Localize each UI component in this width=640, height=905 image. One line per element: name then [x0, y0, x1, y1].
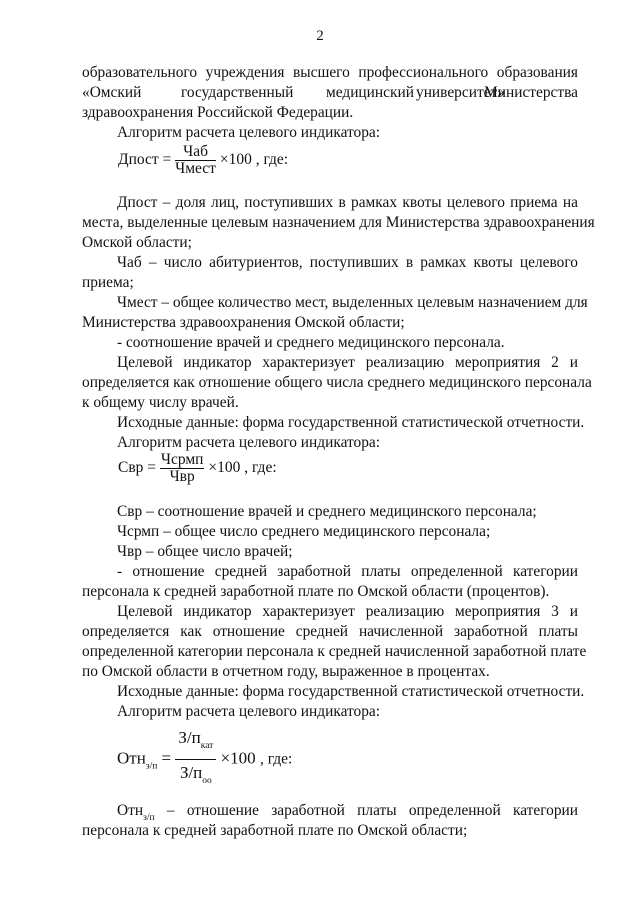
formula-lhs: Дпост = [118, 151, 172, 169]
numerator-text: З/п [178, 728, 201, 747]
word: «Омский [82, 84, 142, 101]
text-line: - отношение средней заработной платы определенной категории [117, 563, 578, 580]
word: университет» [416, 84, 505, 101]
text-line: персонала к средней заработной плате по Омской области; [82, 822, 468, 839]
text-line: персонала к средней заработной плате по Омской области (процентов). [82, 583, 550, 600]
denominator-subscript: оо [202, 776, 212, 786]
text-line: Министерства здравоохранения Омской области; [82, 314, 405, 331]
page-number: 2 [316, 28, 324, 44]
formula-equals: = [161, 748, 172, 768]
text-line: Омской области; [82, 234, 192, 251]
text-line: определяется как отношение средней начисленной заработной платы [82, 623, 578, 640]
formula-fraction [160, 452, 205, 485]
formula-rhs: ×100 , где: [219, 151, 289, 169]
text-line: приема; [82, 274, 134, 291]
text-line: Чсрмп – общее число среднего медицинского персонала; [117, 523, 491, 540]
text-line: - соотношение врачей и среднего медицинского персонала. [117, 334, 505, 351]
text-line: Алгоритм расчета целевого индикатора: [117, 434, 381, 451]
formula-fraction [175, 727, 216, 792]
text-line: определенной категории персонала к средней начисленной заработной плате [82, 643, 587, 660]
term-subscript: з/п [143, 813, 155, 823]
text-line [117, 801, 578, 821]
formula-rhs: ×100 [220, 748, 256, 768]
text-line: Дпост – доля лиц, поступивших в рамках квоты целевого приема на [117, 194, 578, 211]
word: Министерства [484, 84, 578, 101]
definition: – отношение заработной платы определенной категории [154, 802, 578, 819]
formula-fraction [175, 144, 216, 177]
text-line: образовательного учреждения высшего профессионального образования [82, 64, 578, 81]
formula-lhs: Отн [117, 748, 146, 768]
denominator-text: З/п [179, 763, 203, 782]
text-line: к общему числу врачей. [82, 394, 239, 411]
formula-denominator: Чмест [175, 160, 216, 177]
numerator-subscript: кат [200, 741, 214, 751]
term: Отн [117, 802, 144, 819]
text-line: Целевой индикатор характеризует реализацию мероприятия 2 и [117, 354, 578, 371]
text-line: определяется как отношение общего числа среднего медицинского персонала [82, 374, 592, 391]
text-line: места, выделенные целевым назначением для Министерства здравоохранения [82, 214, 595, 231]
formula-lhs-subscript: з/п [145, 761, 158, 772]
word: государственный [181, 84, 294, 101]
text-line: Чаб – число абитуриентов, поступивших в рамках квоты целевого [117, 254, 578, 271]
text-line: по Омской области в отчетном году, выраженное в процентах. [82, 663, 490, 680]
text-line: Чвр – общее число врачей; [117, 543, 293, 560]
text-line: здравоохранения Российской Федерации. [82, 104, 354, 121]
formula-denominator: Чвр [169, 468, 195, 485]
word: медицинский [326, 84, 414, 101]
text-line [82, 83, 578, 103]
text-line: Чмест – общее количество мест, выделенных целевым назначением для [117, 294, 588, 311]
text-line: Алгоритм расчета целевого индикатора: [117, 124, 381, 141]
formula-numerator: Чаб [175, 144, 216, 161]
text-line: Исходные данные: форма государственной статистической отчетности. [117, 414, 585, 431]
formula-rhs: ×100 , где: [208, 459, 277, 477]
formula-numerator [175, 727, 216, 760]
formula-lhs: Свр = [118, 459, 157, 477]
formula-tail: , где: [259, 750, 293, 768]
text-line: Целевой индикатор характеризует реализацию мероприятия 3 и [117, 603, 578, 620]
formula-otn [117, 727, 292, 792]
formula-denominator [175, 760, 216, 792]
formula-svr [118, 452, 277, 485]
text-line: Алгоритм расчета целевого индикатора: [117, 703, 381, 720]
formula-numerator: Чсрмп [160, 451, 204, 468]
formula-dpost [118, 144, 288, 177]
text-line: Свр – соотношение врачей и среднего медицинского персонала; [117, 503, 537, 520]
text-line: Исходные данные: форма государственной статистической отчетности. [117, 683, 585, 700]
